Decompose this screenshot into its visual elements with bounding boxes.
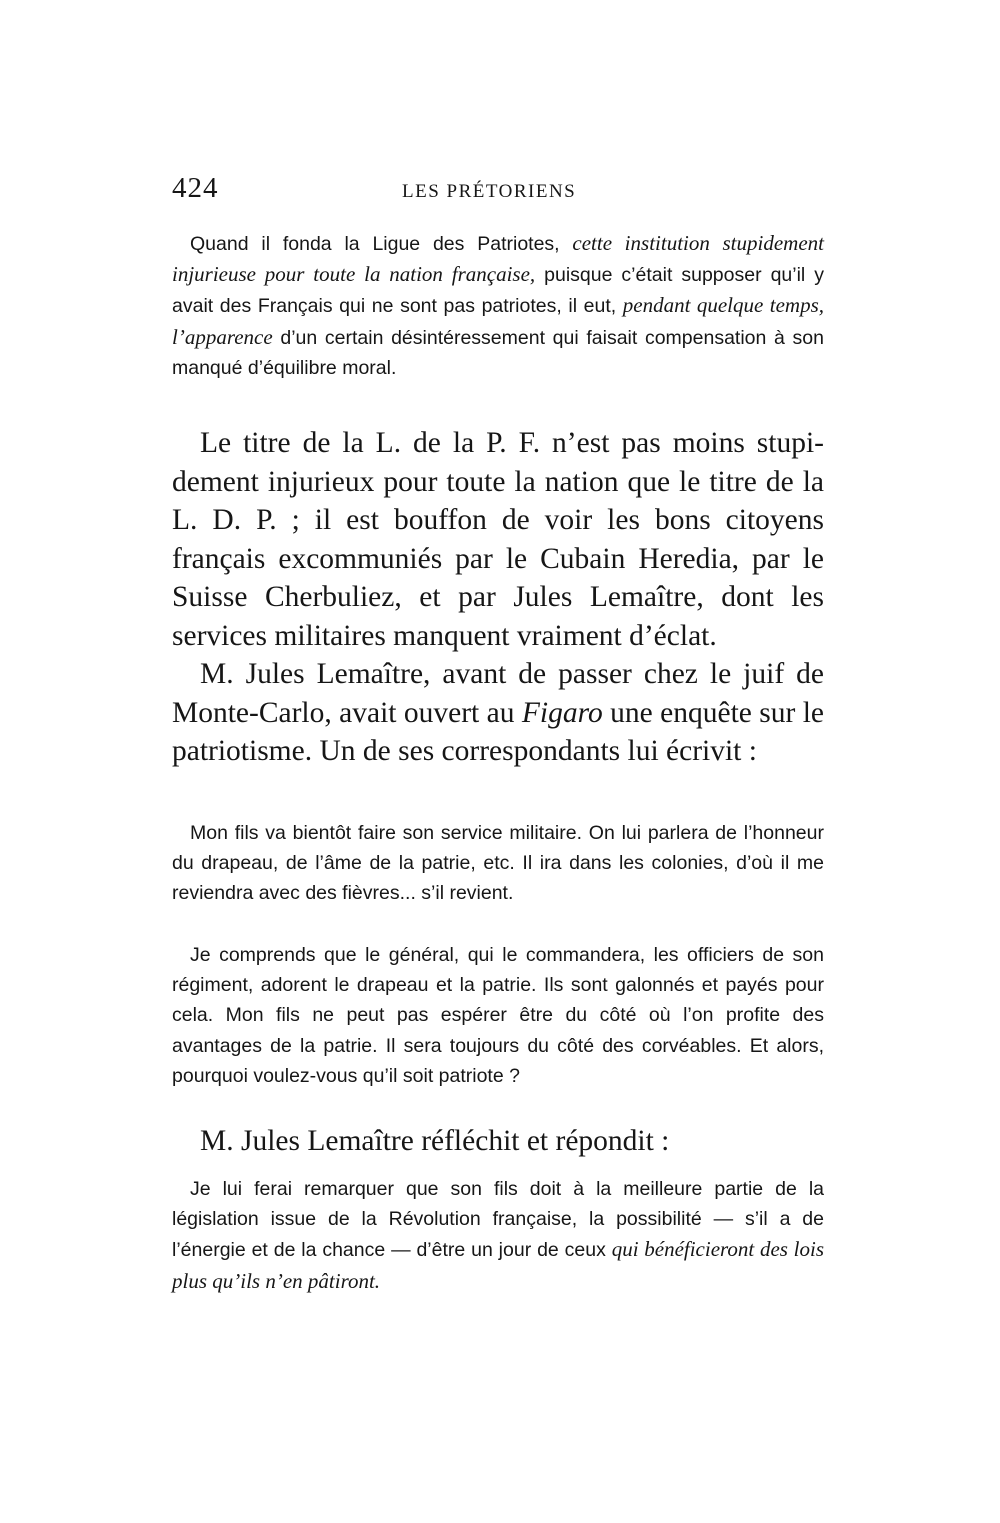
italic-phrase: qui bénéficieront des lois plus qu’ils n’en pâtiront. (172, 1237, 825, 1293)
quote-text: Je lui ferai remarquer que son fils doit à la meilleure partie de la législation issue de la Révolution française, la possibilité — s’il a de l’énergie et de la chance — d’être un jour de ceux (172, 1178, 824, 1262)
page-number: 424 (172, 172, 219, 204)
quote-reponse (172, 1174, 824, 1297)
newspaper-title: Figaro (521, 696, 603, 729)
quote-text: Mon fils va bientôt faire son service militaire. On lui parlera de l’honneur du drapeau, de l’âme de la patrie, etc. Il ira dans les colonies, d’où il me reviendra avec des fièvres... s’il revient. (172, 822, 824, 905)
paragraph-text: M. Jules Lemaître réfléchit et répondit : (200, 1125, 670, 1157)
italic-phrase: cette institution stupidement injurieuse pour toute la nation française, (172, 231, 824, 287)
quote-general-drapeau (172, 940, 824, 1091)
paragraph-text: puisque c’était supposer qu’il y avait des Français qui ne sont pas patriotes, il eut, (172, 264, 824, 318)
paragraph-reponse-lemaitre (172, 1122, 824, 1161)
quote-service-militaire (172, 818, 824, 909)
italic-phrase: pendant quelque temps, l’apparence (172, 293, 824, 349)
paragraph-enquete-patriotisme (172, 655, 824, 771)
quote-text: Je comprends que le général, qui le commandera, les officiers de son régiment, adorent le drapeau et la patrie. Ils sont galonnés et payés pour cela. Mon fils ne peut pas espérer être du côté où l’on profite des avantages de la patrie. Il sera toujours du côté des corvéables. Et alors, pourquoi voulez-vous qu’il soit patriote ? (172, 944, 824, 1087)
paragraph-text: d’un certain désintéressement qui faisait compensation à son manqué d’équilibre moral. (172, 326, 824, 379)
paragraph-titre-ligue (172, 424, 824, 655)
running-title: LES PRÉTORIENS (402, 181, 577, 202)
paragraph-text: une enquête sur le patriotisme. Un de ses correspondants lui écrivit : (172, 696, 824, 767)
paragraph-ligue-des-patriotes (172, 228, 824, 383)
paragraph-text: Le titre de la L. de la P. F. n’est pas moins stupidement injurieux pour toute la nation que le titre de la L. D. P. ; il est bouffon de voir les bons citoyens français excommuniés par le Cubain Heredia, par le Suisse Cherbuliez, et par Jules Lemaître, dont les services militaires manquent vraiment d’éclat. (172, 427, 824, 652)
paragraph-text: Quand il fonda la Ligue des Patriotes, (190, 233, 573, 255)
page-header (172, 172, 824, 212)
paragraph-text: M. Jules Lemaître, avant de passer chez le juif de Monte-Carlo, avait ouvert au (172, 658, 824, 729)
